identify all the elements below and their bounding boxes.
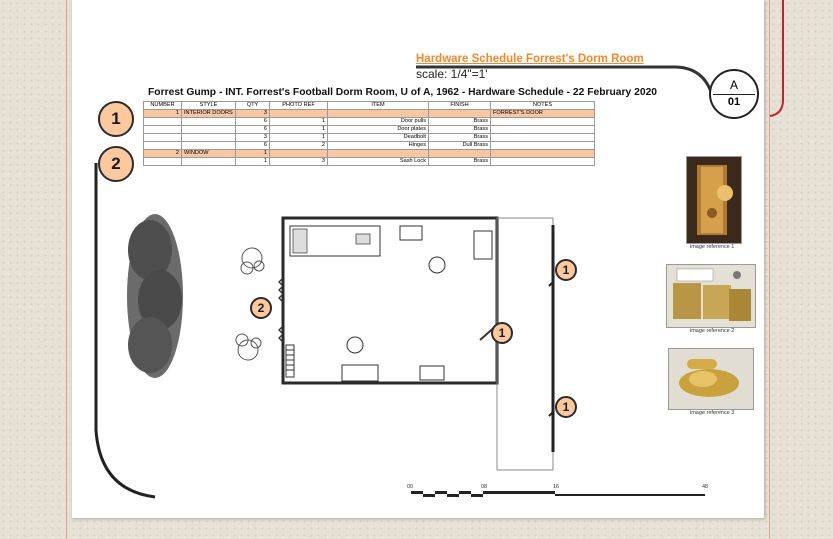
schedule-title: Forrest Gump - INT. Forrest's Football Dorm Room, U of A, 1962 - Hardware Schedule - 22 February 2020 — [148, 87, 658, 98]
cell-notes — [491, 118, 595, 126]
cell-qty: 6 — [236, 126, 270, 134]
schedule-row — [144, 118, 595, 126]
cell-qty: 1 — [236, 158, 270, 166]
cell-qty: 3 — [236, 134, 270, 142]
schedule-row — [144, 134, 595, 142]
col-header-qty: QTY — [236, 102, 270, 110]
cell-item: Deadbolt — [328, 134, 429, 142]
cell-item: Hinges — [328, 142, 429, 150]
cell-finish: Brass — [429, 158, 491, 166]
cell-item: Sash Lock — [328, 158, 429, 166]
col-header-item: ITEM — [328, 102, 429, 110]
sheet-number: 01 — [727, 96, 741, 108]
margin-line-left — [66, 0, 67, 539]
cell-notes: FORREST'S DOOR — [491, 110, 595, 118]
photo-caption-2: image reference 2 — [690, 328, 735, 334]
sheet-series: A — [729, 78, 738, 92]
plan-tag-door-interior: 1 — [491, 322, 513, 344]
cell-finish — [429, 150, 491, 158]
col-header-number: NUMBER — [144, 102, 182, 110]
schedule-row — [144, 142, 595, 150]
drawing-scale: scale: 1/4"=1' — [416, 67, 488, 81]
schedule-row — [144, 126, 595, 134]
sheet-number-badge — [709, 69, 759, 119]
legend-bubble-2: 2 — [98, 146, 134, 182]
cell-style — [182, 142, 236, 150]
scale-label-48: 48 — [702, 484, 709, 490]
cell-item: Door pulls — [328, 118, 429, 126]
scale-label-08: 08 — [481, 484, 488, 490]
cell-notes — [491, 142, 595, 150]
photo-caption-1: image reference 1 — [690, 244, 735, 250]
cell-notes — [491, 134, 595, 142]
cell-photo-ref: 1 — [270, 126, 328, 134]
red-margin-curve — [763, 0, 803, 120]
cell-number — [144, 134, 182, 142]
hinges-photo — [666, 264, 756, 328]
title-leader-line — [414, 65, 714, 105]
cell-item — [328, 150, 429, 158]
col-header-notes: NOTES — [491, 102, 595, 110]
sash-lock-photo — [668, 348, 754, 410]
cell-finish: Brass — [429, 134, 491, 142]
cell-qty: 6 — [236, 118, 270, 126]
cell-photo-ref: 2 — [270, 142, 328, 150]
graphic-scale-bar — [411, 483, 711, 499]
schedule-group-row — [144, 150, 595, 158]
cell-number — [144, 142, 182, 150]
cell-photo-ref: 1 — [270, 118, 328, 126]
cell-finish: Brass — [429, 126, 491, 134]
hardware-schedule-table — [143, 101, 595, 166]
col-header-style: STYLE — [182, 102, 236, 110]
cell-style — [182, 134, 236, 142]
plan-tag-window: 2 — [250, 297, 272, 319]
legend-bubble-1: 1 — [98, 101, 134, 137]
cell-finish: Dull Brass — [429, 142, 491, 150]
cell-notes — [491, 126, 595, 134]
photo-caption-3: image reference 3 — [690, 410, 735, 416]
scale-label-16: 16 — [553, 484, 560, 490]
cell-photo-ref: 1 — [270, 134, 328, 142]
cell-number — [144, 126, 182, 134]
scale-label-00: 00 — [407, 484, 414, 490]
cell-photo-ref: 3 — [270, 158, 328, 166]
door-lock-photo — [686, 156, 742, 244]
col-header-finish: FINISH — [429, 102, 491, 110]
cell-item — [328, 110, 429, 118]
plan-tag-door-upper: 1 — [555, 259, 577, 281]
cell-qty: 6 — [236, 142, 270, 150]
schedule-header-row — [144, 102, 595, 110]
cell-notes — [491, 150, 595, 158]
cell-number: 1 — [144, 110, 182, 118]
plan-tag-door-lower: 1 — [555, 396, 577, 418]
cell-finish: Brass — [429, 118, 491, 126]
sheet-badge-divider — [713, 94, 755, 95]
cell-style — [182, 118, 236, 126]
shrub-hedge — [127, 214, 183, 378]
cell-number: 2 — [144, 150, 182, 158]
cell-style — [182, 126, 236, 134]
cell-qty: 1 — [236, 150, 270, 158]
cell-photo-ref — [270, 110, 328, 118]
cell-photo-ref — [270, 150, 328, 158]
cell-number — [144, 118, 182, 126]
cell-item: Door plates — [328, 126, 429, 134]
cell-qty: 3 — [236, 110, 270, 118]
drawing-title: Hardware Schedule Forrest's Dorm Room — [416, 53, 644, 65]
cell-style: WINDOW — [182, 150, 236, 158]
cell-finish — [429, 110, 491, 118]
col-header-photo-ref: PHOTO REF — [270, 102, 328, 110]
schedule-group-row — [144, 110, 595, 118]
cell-style: INTERIOR DOORS — [182, 110, 236, 118]
